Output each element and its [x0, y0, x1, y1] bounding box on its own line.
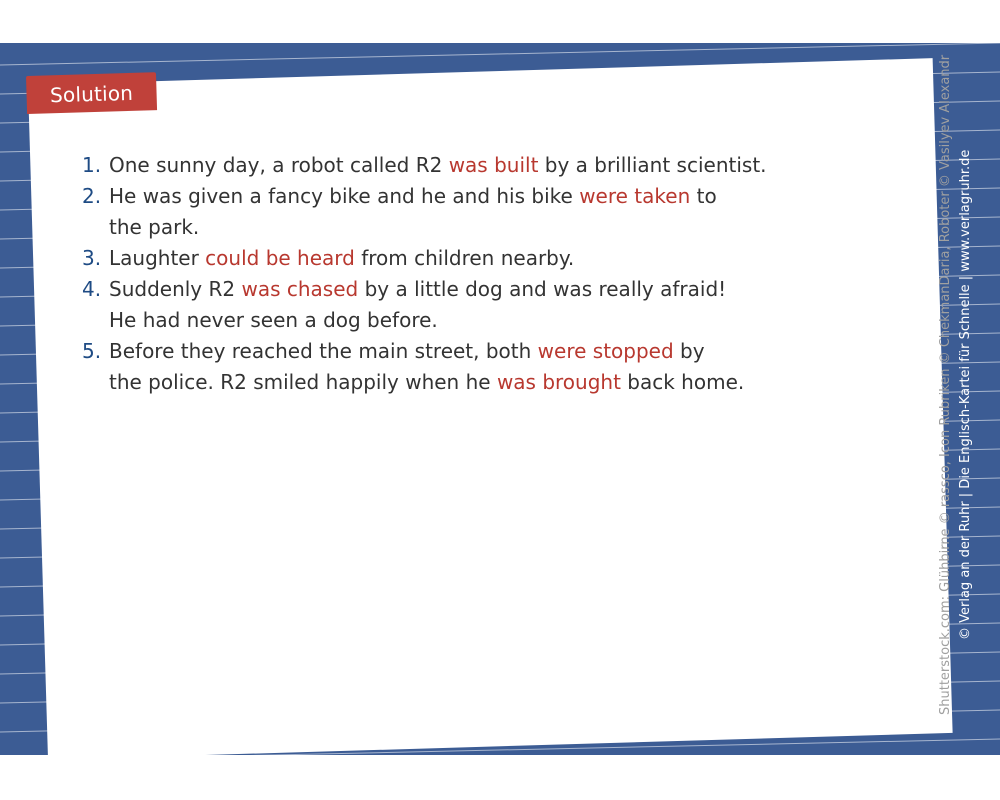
sentence-number: 3. — [82, 246, 102, 270]
sentence-number: 1. — [82, 153, 102, 177]
sentence-text: Suddenly R2 — [109, 277, 242, 301]
sentence-text: by a brilliant scientist. — [538, 153, 767, 177]
sentence-text: Before they reached the main street, both — [109, 339, 538, 363]
sentence-text: Laughter — [109, 246, 206, 270]
sentence-text: to — [690, 184, 717, 208]
passive-verb-highlight: was brought — [496, 370, 621, 394]
sentence-item — [82, 274, 842, 336]
sentence-item — [82, 150, 842, 181]
sentence-text: the park. — [109, 215, 200, 239]
sentence-item — [82, 243, 842, 274]
passive-verb-highlight: was built — [448, 153, 539, 177]
sentence-text: from children nearby. — [354, 246, 575, 270]
sentence-item — [82, 336, 842, 398]
sentence-number: 4. — [82, 277, 102, 301]
sentence-text: He had never seen a dog before. — [109, 308, 438, 332]
image-credits: Shutterstock.com: Glühbirne © rassco, Icon Rubriken © ChekmanDaria, Roboter © Vasilyev Alexandr — [938, 54, 953, 715]
publisher-credits: © Verlag an der Ruhr | Die Englisch-Kartei für Schnelle | www.verlagruhr.de — [958, 149, 973, 640]
sentence-number: 5. — [82, 339, 102, 363]
sentence-text: One sunny day, a robot called R2 — [109, 153, 449, 177]
sentence-text: by a little dog and was really afraid! — [358, 277, 727, 301]
passive-verb-highlight: could be heard — [205, 246, 355, 270]
sentence-number: 2. — [82, 184, 102, 208]
solution-sentence-list — [82, 150, 842, 398]
sentence-item — [82, 181, 842, 243]
passive-verb-highlight: were stopped — [537, 339, 674, 363]
passive-verb-highlight: were taken — [579, 184, 691, 208]
solution-tab-label: Solution — [49, 80, 134, 108]
solution-tab — [26, 72, 157, 114]
sentence-text: He was given a fancy bike and he and his bike — [109, 184, 580, 208]
sentence-text: back home. — [620, 370, 745, 394]
sentence-text: by — [673, 339, 705, 363]
sentence-text: the police. R2 smiled happily when he — [109, 370, 497, 394]
passive-verb-highlight: was chased — [241, 277, 359, 301]
